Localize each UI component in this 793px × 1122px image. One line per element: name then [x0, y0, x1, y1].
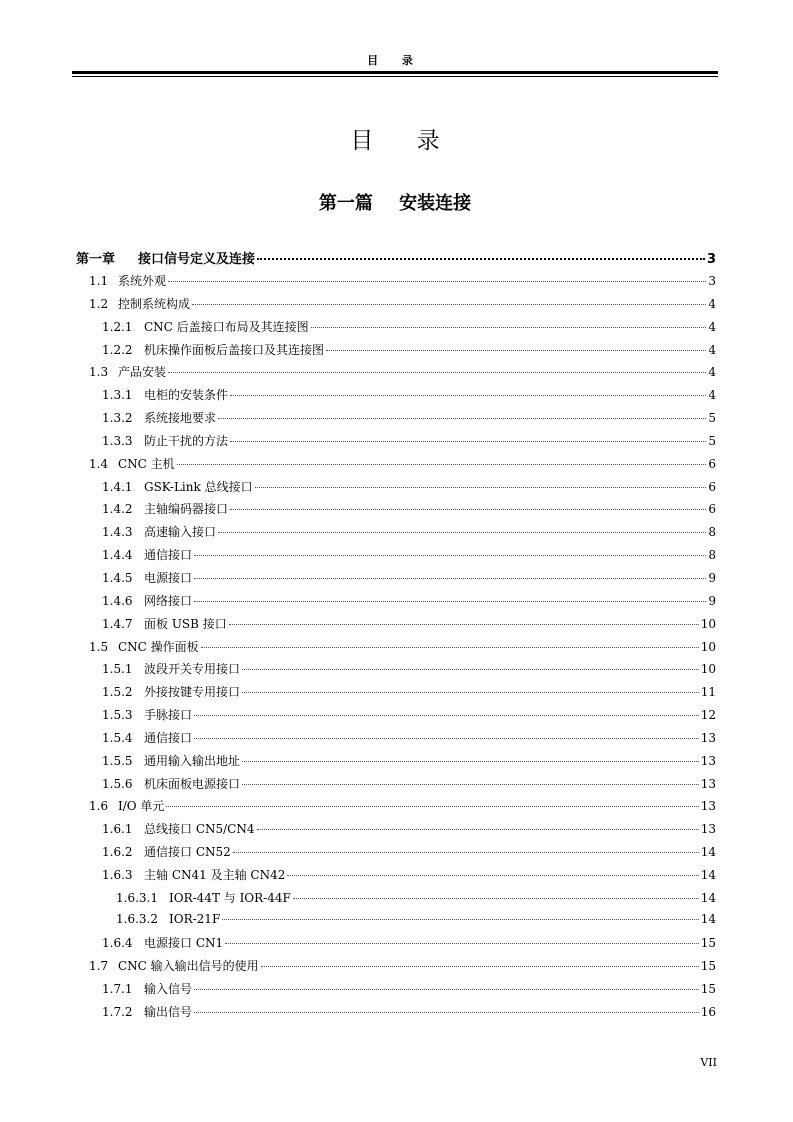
toc-entry-number: 1.1 — [89, 274, 109, 288]
toc-entry-number: 1.4.2 — [102, 502, 133, 517]
toc-entry-label: 网络接口 — [144, 593, 193, 608]
toc-entry-label: CNC 主机 — [118, 456, 175, 471]
toc-entry-number: 1.3 — [89, 365, 109, 380]
toc-entry-label: 电柜的安装条件 — [144, 388, 229, 403]
toc-entry-number: 1.4.6 — [102, 593, 133, 608]
header-rule-thick — [72, 71, 718, 74]
part-name: 安装连接 — [399, 193, 472, 214]
toc-entry-label: CNC 操作面板 — [118, 639, 199, 654]
toc-entry-number: 1.6.2 — [102, 845, 133, 860]
page-number: VII — [700, 1056, 717, 1069]
toc-entry[interactable] — [76, 957, 716, 980]
toc-entry-number: 1.2.2 — [102, 342, 133, 357]
toc-entry-page: 6 — [708, 456, 716, 471]
toc-entry[interactable] — [76, 1003, 716, 1026]
toc-entry-number: 1.6.1 — [102, 822, 133, 837]
toc-entry-label: 产品安装 — [118, 365, 167, 380]
part-heading — [72, 189, 718, 215]
toc-entry-page: 4 — [708, 365, 716, 380]
toc-leader-dots — [287, 875, 698, 876]
toc-entry[interactable] — [76, 386, 716, 409]
toc-entry-label: 防止干扰的方法 — [144, 433, 229, 448]
toc-entry[interactable] — [76, 478, 716, 501]
toc-entry-label: 输入信号 — [144, 982, 193, 997]
toc-entry-number: 1.4.4 — [102, 548, 133, 563]
toc-entry[interactable] — [76, 272, 716, 295]
toc-entry-page: 13 — [700, 822, 716, 837]
toc-chapter-entry[interactable] — [76, 248, 716, 272]
toc-entry-page: 14 — [700, 867, 716, 882]
toc-entry-number: 1.5.2 — [102, 685, 133, 700]
toc-entry-page: 8 — [708, 525, 716, 540]
toc-entry-number: 1.7 — [89, 959, 109, 974]
toc-entry[interactable] — [76, 409, 716, 432]
toc-entry-label: 系统接地要求 — [144, 411, 217, 426]
toc-leader-dots — [201, 647, 699, 648]
toc-entry-label: 机床面板电源接口 — [144, 776, 241, 791]
toc-entry-label: 外接按键专用接口 — [144, 685, 241, 700]
toc-entry-number: 1.5 — [89, 639, 109, 654]
toc-entry-label: 系统外观 — [118, 274, 167, 288]
toc-entry-number: 1.4.3 — [102, 525, 133, 540]
toc-entry-number: 1.5.1 — [102, 662, 133, 677]
toc-leader-dots — [194, 555, 706, 556]
toc-entry-label: GSK-Link 总线接口 — [144, 479, 253, 494]
toc-entry[interactable] — [76, 843, 716, 866]
toc-entry-number: 1.6 — [89, 799, 109, 814]
toc-entry-page: 14 — [700, 890, 716, 905]
toc-entry[interactable] — [76, 775, 716, 798]
toc-entry-page: 13 — [700, 753, 716, 768]
toc-entry-label: 控制系统构成 — [118, 296, 191, 311]
toc-leader-dots — [168, 281, 706, 282]
toc-entry-page: 10 — [700, 639, 716, 654]
header-rule-thin — [72, 76, 718, 77]
toc-entry[interactable] — [76, 660, 716, 683]
toc-entry-number: 1.6.4 — [102, 936, 133, 951]
toc-entry-page: 15 — [700, 936, 716, 951]
toc-entry-label: 高速输入接口 — [144, 525, 217, 540]
toc-entry[interactable] — [76, 706, 716, 729]
toc-entry-label: 总线接口 CN5/CN4 — [144, 822, 255, 837]
toc-leader-dots — [168, 372, 706, 373]
toc-entry[interactable] — [76, 889, 716, 912]
toc-entry-number: 1.7.2 — [102, 1005, 133, 1019]
toc-entry[interactable] — [76, 729, 716, 752]
toc-entry[interactable] — [76, 363, 716, 386]
part-number: 第一篇 — [318, 193, 373, 214]
toc-entry[interactable] — [76, 866, 716, 889]
toc-leader-dots — [225, 943, 699, 944]
toc-leader-dots — [242, 669, 699, 670]
toc-entry-label: 机床操作面板后盖接口及其连接图 — [144, 342, 325, 357]
toc-entry-page: 9 — [708, 593, 716, 608]
toc-leader-dots — [194, 738, 699, 739]
toc-entry-page: 4 — [708, 296, 716, 311]
toc-entry-label: 通信接口 — [144, 730, 193, 745]
toc-leader-dots — [194, 715, 699, 716]
toc-leader-dots — [194, 1012, 699, 1013]
toc-leader-dots — [194, 601, 706, 602]
toc-entry[interactable] — [76, 592, 716, 615]
toc-leader-dots — [293, 898, 699, 899]
toc-leader-dots — [257, 829, 699, 830]
toc-entry-label: 通信接口 — [144, 548, 193, 563]
toc-entry-label: 手脉接口 — [144, 708, 193, 723]
toc-entry[interactable] — [76, 318, 716, 341]
toc-entry[interactable] — [76, 432, 716, 455]
toc-leader-dots — [255, 487, 707, 488]
toc-entry[interactable] — [76, 569, 716, 592]
toc-leader-dots — [222, 919, 698, 920]
toc-entry-label: I/O 单元 — [118, 799, 165, 814]
toc-entry-label: 通信接口 CN52 — [144, 845, 231, 860]
toc-leader-dots — [242, 784, 699, 785]
toc-entry[interactable] — [76, 500, 716, 523]
toc-entry-number: 1.5.4 — [102, 730, 133, 745]
toc-entry[interactable] — [76, 523, 716, 546]
toc-leader-dots — [230, 395, 706, 396]
toc-entry-number: 1.6.3.1 — [116, 890, 158, 905]
toc-entry-number: 1.5.6 — [102, 776, 133, 791]
toc-entry-page: 12 — [700, 708, 716, 723]
toc-leader-dots — [166, 806, 698, 807]
toc-leader-dots — [194, 989, 699, 990]
toc-entry-label: 面板 USB 接口 — [144, 616, 227, 631]
toc-entry-number: 1.2 — [89, 296, 109, 311]
toc-entry-page: 16 — [700, 1005, 716, 1019]
toc-entry-number: 1.4 — [89, 456, 109, 471]
toc-entry-page: 3 — [706, 252, 716, 267]
toc-entry-page: 4 — [708, 388, 716, 403]
toc-leader-dots — [194, 578, 706, 579]
toc-entry-number: 1.4.1 — [102, 479, 133, 494]
toc-leader-dots — [242, 692, 699, 693]
toc-entry-page: 9 — [708, 570, 716, 585]
toc-entry-label: 主轴编码器接口 — [144, 502, 229, 517]
toc-leader-dots — [257, 258, 705, 260]
toc-entry[interactable] — [76, 455, 716, 478]
toc-entry[interactable] — [76, 934, 716, 957]
toc-entry-page: 15 — [700, 982, 716, 997]
toc-entry-number: 1.4.7 — [102, 616, 133, 631]
toc-entry-page: 10 — [700, 616, 716, 631]
toc-entry-page: 4 — [708, 342, 716, 357]
toc-entry-number: 1.4.5 — [102, 570, 133, 585]
toc-entry[interactable] — [76, 615, 716, 638]
toc-entry-page: 14 — [700, 911, 716, 926]
toc-entry-page: 13 — [700, 776, 716, 791]
toc-leader-dots — [233, 852, 699, 853]
toc-entry-page: 13 — [700, 730, 716, 745]
toc-entry-label: IOR-44T 与 IOR-44F — [169, 890, 291, 905]
toc-entry-number: 1.2.1 — [102, 319, 133, 334]
toc-entry-page: 3 — [708, 274, 716, 288]
toc-entry-page: 4 — [708, 319, 716, 334]
toc-entry[interactable] — [76, 295, 716, 318]
toc-entry-label: CNC 输入输出信号的使用 — [118, 959, 259, 974]
toc-leader-dots — [218, 418, 706, 419]
toc-entry[interactable] — [76, 752, 716, 775]
toc-entry[interactable] — [76, 546, 716, 569]
toc-entry[interactable] — [76, 797, 716, 820]
toc-entry-number: 1.5.3 — [102, 708, 133, 723]
toc-leader-dots — [242, 761, 699, 762]
toc-entry[interactable] — [76, 980, 716, 1003]
toc-entry[interactable] — [76, 638, 716, 661]
toc-entry-label: 波段开关专用接口 — [144, 662, 241, 677]
toc-entry-number: 1.6.3.2 — [116, 911, 158, 926]
toc-entry-page: 11 — [700, 685, 716, 700]
toc-entry-number: 1.3.2 — [102, 411, 133, 426]
toc-leader-dots — [177, 464, 707, 465]
toc-entry-page: 6 — [708, 479, 716, 494]
toc-leader-dots — [261, 966, 699, 967]
table-of-contents — [76, 248, 716, 1026]
toc-entry-label: 输出信号 — [144, 1005, 193, 1019]
toc-entry-label: 通用输入输出地址 — [144, 753, 241, 768]
toc-entry-number: 1.3.1 — [102, 388, 133, 403]
toc-leader-dots — [218, 532, 706, 533]
toc-entry-label: 接口信号定义及连接 — [138, 252, 256, 267]
toc-entry-number: 1.7.1 — [102, 982, 133, 997]
toc-entry-page: 10 — [700, 662, 716, 677]
toc-leader-dots — [192, 304, 706, 305]
toc-entry-page: 14 — [700, 845, 716, 860]
toc-leader-dots — [230, 441, 706, 442]
toc-leader-dots — [311, 327, 707, 328]
toc-entry[interactable] — [76, 912, 716, 935]
toc-entry-page: 6 — [708, 502, 716, 517]
toc-leader-dots — [229, 624, 699, 625]
toc-entry-number: 第一章 — [76, 252, 116, 267]
toc-entry-label: IOR-21F — [169, 911, 221, 926]
toc-entry-number: 1.6.3 — [102, 867, 133, 882]
toc-leader-dots — [230, 509, 706, 510]
toc-entry-number: 1.5.5 — [102, 753, 133, 768]
toc-entry-page: 13 — [700, 799, 716, 814]
toc-entry-label: 主轴 CN41 及主轴 CN42 — [144, 867, 286, 882]
toc-entry-page: 8 — [708, 548, 716, 563]
toc-entry-number: 1.3.3 — [102, 433, 133, 448]
toc-entry[interactable] — [76, 341, 716, 364]
toc-entry-label: CNC 后盖接口布局及其连接图 — [144, 319, 309, 334]
document-title: 目 录 — [350, 128, 458, 154]
toc-entry[interactable] — [76, 820, 716, 843]
toc-leader-dots — [326, 350, 706, 351]
toc-entry-label: 电源接口 — [144, 570, 193, 585]
toc-entry-page: 5 — [708, 433, 716, 448]
toc-entry-page: 5 — [708, 411, 716, 426]
toc-entry[interactable] — [76, 683, 716, 706]
toc-entry-label: 电源接口 CN1 — [144, 936, 224, 951]
running-header: 目 录 — [367, 54, 423, 67]
toc-entry-page: 15 — [700, 959, 716, 974]
